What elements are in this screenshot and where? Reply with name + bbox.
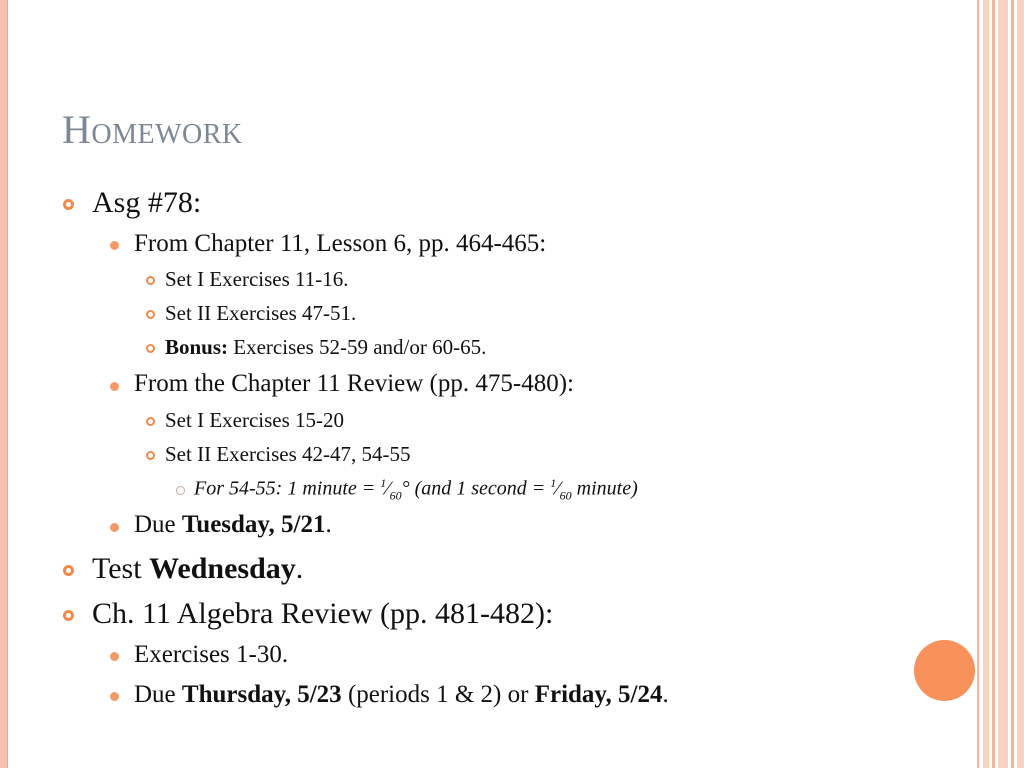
- set2-exercises-b: Set II Exercises 42-47, 54-55: [165, 442, 411, 466]
- note-text-1: For 54-55: 1 minute =: [194, 477, 381, 500]
- due2-date-1: Thursday, 5/23: [181, 681, 342, 708]
- fraction-slash: ⁄: [556, 477, 560, 500]
- algebra-review-line: Ch. 11 Algebra Review (pp. 481-482):: [92, 597, 554, 630]
- due-suffix: .: [325, 511, 332, 538]
- bullet-l2: [110, 523, 119, 532]
- due2-date-2: Friday, 5/24: [534, 681, 663, 708]
- fraction-denominator: 60: [559, 488, 572, 503]
- conversion-note: [194, 476, 638, 504]
- fraction-numerator: 1: [550, 476, 557, 490]
- bullet-l3: [146, 451, 155, 460]
- bullet-l2: [110, 241, 119, 250]
- decorative-orange-circle: [914, 640, 975, 701]
- bonus-label: Bonus:: [165, 335, 229, 359]
- bullet-l1: [63, 565, 74, 576]
- bullet-l3: [146, 276, 155, 285]
- bullet-l1: [63, 199, 74, 210]
- fraction-numerator: 1: [380, 476, 387, 490]
- due-tuesday-line: [134, 511, 332, 539]
- test-line: [92, 552, 303, 586]
- chapter-lesson-line: From Chapter 11, Lesson 6, pp. 464-465:: [134, 230, 547, 257]
- fraction-denominator: 60: [389, 488, 402, 503]
- chapter-review-line: From the Chapter 11 Review (pp. 475-480):: [134, 370, 574, 397]
- note-text-3: minute): [571, 477, 638, 500]
- bonus-line: [165, 335, 486, 360]
- note-text-2: ° (and 1 second =: [401, 477, 551, 500]
- asg-label: Asg #78:: [92, 186, 202, 219]
- bullet-l3: [146, 310, 155, 319]
- bonus-text: Exercises 52-59 and/or 60-65.: [228, 335, 487, 359]
- bullet-l1: [63, 610, 74, 621]
- bullet-l3: [146, 417, 155, 426]
- bullet-l4: [176, 486, 185, 495]
- due2-prefix: Due: [134, 681, 182, 708]
- due-thursday-friday-line: [134, 681, 669, 709]
- due-prefix: Due: [134, 511, 182, 538]
- exercises-line: Exercises 1-30.: [134, 641, 289, 668]
- bullet-l2: [110, 692, 119, 701]
- right-border-stripe-6: [1017, 0, 1024, 768]
- fraction-slash: ⁄: [386, 477, 390, 500]
- due-date: Tuesday, 5/21: [181, 511, 326, 538]
- test-suffix: .: [295, 552, 304, 585]
- bullet-l3: [146, 344, 155, 353]
- right-border-stripe-3: [992, 0, 995, 768]
- bullet-l2: [110, 382, 119, 391]
- set1-exercises-a: Set I Exercises 11-16.: [165, 267, 349, 291]
- bullet-l2: [110, 652, 119, 661]
- set2-exercises-a: Set II Exercises 47-51.: [165, 301, 357, 325]
- due2-middle: (periods 1 & 2) or: [341, 681, 535, 708]
- set1-exercises-b: Set I Exercises 15-20: [165, 408, 345, 432]
- left-border-line: [7, 0, 8, 768]
- test-day: Wednesday: [149, 552, 296, 585]
- due2-suffix: .: [662, 681, 669, 708]
- slide-title: Homework: [62, 107, 243, 152]
- right-border-stripe-4: [998, 0, 1008, 768]
- right-border-stripe-1: [977, 0, 979, 768]
- right-border-stripe-5: [1011, 0, 1014, 768]
- right-border-stripe-2: [983, 0, 989, 768]
- test-prefix: Test: [92, 552, 150, 585]
